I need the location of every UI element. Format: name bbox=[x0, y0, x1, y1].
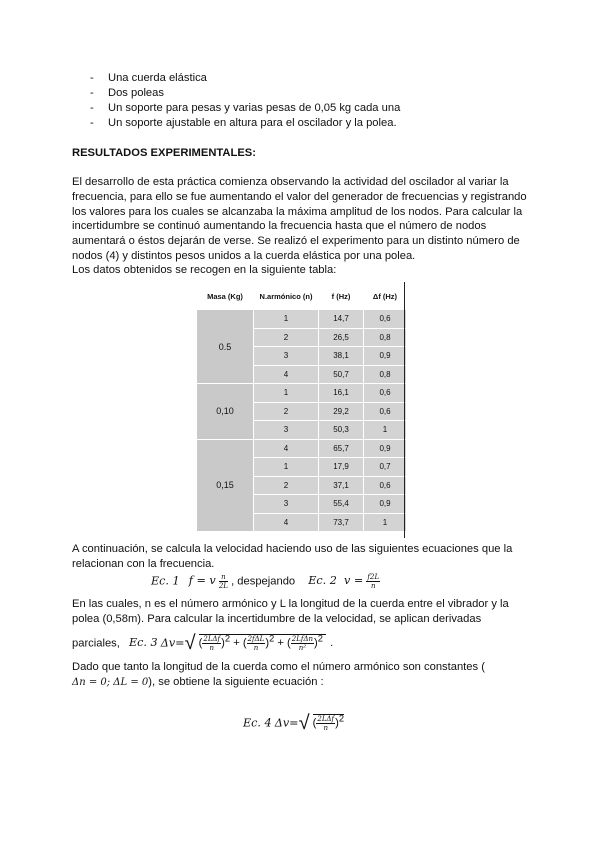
cell: 65,7 bbox=[319, 439, 364, 458]
text-line: ), se obtiene la siguiente ecuación : bbox=[148, 676, 324, 688]
cell: 26,5 bbox=[319, 328, 364, 347]
eq3-radicand: ( $\frac{\text{2LΔf}}{n}$ )$^2$ + ( $\frac{\text{2fΔL}}{n}$ )$^2$ + ( $\frac{\text{2LfΔn}}{\text{n²}}$ )$^2$ bbox=[199, 634, 326, 649]
eq1-label: Ec. 1 bbox=[151, 574, 180, 588]
fraction-denominator: n bbox=[209, 644, 215, 652]
fraction-numerator: 2LΔf bbox=[203, 635, 221, 643]
header-frequency-error: Δf (Hz) bbox=[364, 283, 407, 310]
fraction-denominator: n bbox=[253, 644, 259, 652]
eq2-label: Ec. 2 bbox=[308, 574, 337, 588]
text-line: nodos (4) y distintos pesos unidos a la cuerda elástica por una polea. bbox=[72, 250, 416, 262]
bullet-marker: - bbox=[90, 72, 94, 84]
eq1-fraction bbox=[219, 573, 228, 590]
mass-cell: 0,10 bbox=[197, 384, 254, 440]
text-line: Dado que tanto la longitud de la cuerda como el número armónico son constantes ( bbox=[72, 661, 485, 673]
equation-1-and-2 bbox=[151, 573, 380, 590]
cell: 50,3 bbox=[319, 421, 364, 440]
eq3-term bbox=[202, 635, 221, 652]
eq1-separator: , despejando bbox=[231, 575, 296, 588]
text-line: Los datos obtenidos se recogen en la siguiente tabla: bbox=[72, 264, 337, 276]
sqrt-icon: √ bbox=[184, 632, 196, 654]
list-item: Un soporte ajustable en altura para el oscilador y la polea. bbox=[108, 117, 397, 129]
cell: 2 bbox=[254, 402, 319, 421]
table-row bbox=[197, 310, 407, 329]
cell: 0,8 bbox=[364, 328, 407, 347]
header-frequency: f (Hz) bbox=[319, 283, 364, 310]
cell: 14,7 bbox=[319, 310, 364, 329]
equation-4 bbox=[243, 712, 344, 735]
cell: 1 bbox=[364, 513, 407, 532]
cell: 29,2 bbox=[319, 402, 364, 421]
eq3-label: Ec. 3 bbox=[129, 636, 158, 650]
mass-cell: 0,15 bbox=[197, 439, 254, 532]
bullet-marker: - bbox=[90, 87, 94, 99]
constant-condition: Δn = 0; ΔL = 0 bbox=[72, 677, 149, 688]
cell: 4 bbox=[254, 513, 319, 532]
header-mass: Masa (Kg) bbox=[197, 283, 254, 310]
fraction-denominator: 2L bbox=[218, 582, 228, 590]
eq4-radicand: ( $\frac{\text{2LΔf}}{n}$ )$^2$ bbox=[312, 713, 345, 732]
fraction-numerator: f2L bbox=[367, 573, 380, 581]
cell: 73,7 bbox=[319, 513, 364, 532]
fraction-denominator: n² bbox=[298, 644, 307, 652]
cell: 2 bbox=[254, 476, 319, 495]
cell: 3 bbox=[254, 347, 319, 366]
list-item: Dos poleas bbox=[108, 87, 164, 99]
eq3-end: . bbox=[330, 637, 334, 650]
list-item: Una cuerda elástica bbox=[108, 72, 207, 84]
fraction-denominator: n bbox=[323, 724, 329, 732]
paragraph-4-end bbox=[72, 676, 324, 688]
header-harmonic: N.armónico (n) bbox=[254, 283, 319, 310]
cell: 1 bbox=[254, 310, 319, 329]
table-row bbox=[197, 439, 407, 458]
cell: 37,1 bbox=[319, 476, 364, 495]
exponent: 2 bbox=[338, 713, 345, 724]
cell: 55,4 bbox=[319, 495, 364, 514]
text-line: frecuencia, para ello se fue aumentando el valor del generador de frecuencias y registrando bbox=[72, 191, 527, 203]
cell: 1 bbox=[254, 384, 319, 403]
cell: 1 bbox=[364, 421, 407, 440]
list-item: Un soporte para pesas y varias pesas de 0,05 kg cada una bbox=[108, 102, 401, 114]
cell: 4 bbox=[254, 365, 319, 384]
cell: 0,9 bbox=[364, 439, 407, 458]
text-line: los valores para los cuales se alcanzaba la máxima amplitud de los nodos. Para calcular la bbox=[72, 206, 523, 218]
cell: 1 bbox=[254, 458, 319, 477]
text-line: El desarrollo de esta práctica comienza observando la actividad del oscilador al variar la bbox=[72, 176, 509, 188]
cell: 38,1 bbox=[319, 347, 364, 366]
cell: 4 bbox=[254, 439, 319, 458]
exponent: 2 bbox=[269, 633, 275, 644]
cell: 3 bbox=[254, 495, 319, 514]
fraction-denominator: n bbox=[371, 582, 376, 590]
cell: 0,6 bbox=[364, 384, 407, 403]
cell: 2 bbox=[254, 328, 319, 347]
eq3-term bbox=[291, 635, 314, 652]
plus-sign: + bbox=[233, 637, 240, 650]
table-header-row bbox=[197, 283, 407, 310]
bullet-marker: - bbox=[90, 117, 94, 129]
fraction-numerator: 2fΔL bbox=[247, 635, 265, 643]
cell: 0,6 bbox=[364, 476, 407, 495]
text-line: aumentará o éstos dejarán de verse. Se realizó el experimento para un distinto número de bbox=[72, 235, 520, 247]
eq2-lhs: v = bbox=[344, 574, 364, 588]
cell: 3 bbox=[254, 421, 319, 440]
equation-3-line bbox=[72, 632, 333, 655]
plus-sign: + bbox=[277, 637, 284, 650]
mass-cell: 0.5 bbox=[197, 310, 254, 384]
cell: 0,9 bbox=[364, 347, 407, 366]
sqrt-icon: √ bbox=[298, 712, 310, 734]
cell: 16,1 bbox=[319, 384, 364, 403]
exponent: 2 bbox=[224, 633, 231, 644]
cell: 0,6 bbox=[364, 402, 407, 421]
eq2-fraction bbox=[366, 573, 380, 590]
cell: 17,9 bbox=[319, 458, 364, 477]
results-table bbox=[196, 282, 407, 532]
eq3-lhs: Δv= bbox=[160, 636, 185, 650]
cell: 0,7 bbox=[364, 458, 407, 477]
fraction-numerator: 2LΔf bbox=[317, 715, 335, 723]
text-line: polea (0,58m). Para calcular la incertidumbre de la velocidad, se aplican derivadas bbox=[72, 613, 482, 625]
text-line: relacionan con la frecuencia. bbox=[72, 558, 215, 570]
fraction-numerator: n bbox=[219, 573, 228, 582]
text-line: En las cuales, n es el número armónico y L la longitud de la cuerda entre el vibrador y la bbox=[72, 598, 509, 610]
table-right-border bbox=[404, 282, 405, 538]
section-heading: RESULTADOS EXPERIMENTALES: bbox=[72, 147, 256, 159]
text-line: incertidumbre se continuó aumentando la frecuencia hasta que el número de nodos bbox=[72, 220, 487, 232]
exponent: 2 bbox=[317, 633, 323, 644]
eq4-term bbox=[316, 715, 335, 732]
table-row bbox=[197, 384, 407, 403]
cell: 0,9 bbox=[364, 495, 407, 514]
text-line: parciales, bbox=[72, 637, 120, 650]
eq4-lhs: Δv= bbox=[274, 716, 299, 730]
cell: 0,8 bbox=[364, 365, 407, 384]
bullet-marker: - bbox=[90, 102, 94, 114]
cell: 50,7 bbox=[319, 365, 364, 384]
fraction-numerator: 2LfΔn bbox=[291, 635, 314, 643]
eq3-term bbox=[247, 635, 266, 652]
text-line: A continuación, se calcula la velocidad haciendo uso de las siguientes ecuaciones que la bbox=[72, 543, 513, 555]
cell: 0,6 bbox=[364, 310, 407, 329]
eq1-lhs: f = v bbox=[188, 574, 216, 588]
eq4-label: Ec. 4 bbox=[243, 716, 272, 730]
